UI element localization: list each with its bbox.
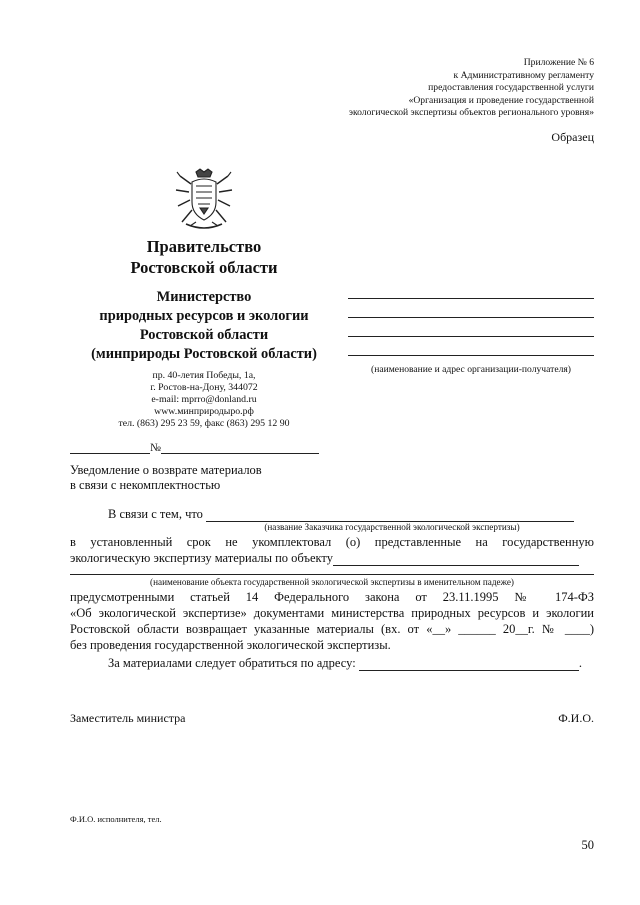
document-number-line [70, 441, 319, 454]
recipient-line [348, 298, 594, 299]
body-line-5: «Об экологической экспертизе» документами министерства природных ресурсов и экологии [70, 606, 594, 620]
signatory-position: Заместитель министра [70, 711, 186, 725]
number-sign: № [150, 442, 161, 454]
body-line-6: Ростовской области возвращает указанные материалы (вх. от «__» ______ 20__г. № ____) [70, 622, 594, 636]
customer-blank [206, 509, 574, 522]
recipient-caption: (наименование и адрес организации-получателя) [371, 364, 571, 375]
appendix-line: Приложение № 6 [523, 57, 594, 68]
appendix-line: к Административному регламенту [453, 69, 594, 81]
appendix-header [264, 57, 594, 120]
address-line: пр. 40-летия Победы, 1а, [152, 370, 256, 381]
date-blank [70, 441, 150, 454]
body-text: За материалами следует обратиться по адресу: [108, 656, 356, 670]
object-blank-line [70, 574, 594, 575]
body-line-7: без проведения государственной экологической экспертизы. [70, 638, 391, 652]
appendix-line: предоставления государственной услуги [428, 82, 594, 94]
body-line-2: в установленный срок не укомплектовал (о) представленные на государственную [70, 535, 594, 549]
recipient-line [348, 336, 594, 337]
appendix-line: «Организация и проведение государственной [408, 94, 594, 106]
ministry-title [60, 288, 348, 364]
body-line-8: За материалами следует обратиться по адресу: . [108, 656, 582, 670]
body-text: экологическую экспертизу материалы по объекту [70, 551, 333, 565]
notice-subject [70, 463, 390, 493]
government-title [60, 236, 348, 278]
address-line: г. Ростов-на-Дону, 344072 [150, 382, 258, 393]
rostov-coat-of-arms-icon [172, 168, 236, 232]
ministry-address [60, 370, 348, 430]
page-number: 50 [581, 838, 594, 852]
caption-object: (наименование объекта государственной экологической экспертизы в именительном падеже) [150, 577, 514, 587]
ministry-line: Ростовской области [139, 327, 269, 343]
sample-label: Образец [551, 130, 594, 144]
address-line: e-mail: mprro@donland.ru [151, 394, 257, 405]
body-line-1 [70, 507, 594, 522]
government-line: Ростовской области [130, 258, 278, 277]
recipient-line [348, 317, 594, 318]
body-line-3 [70, 551, 594, 566]
address-blank [359, 658, 579, 671]
body-text: В связи с тем, что [108, 507, 203, 521]
ministry-line: Министерство [156, 289, 252, 305]
appendix-line: экологической экспертизы объектов регионального уровня» [348, 107, 594, 119]
subject-line: Уведомление о возврате материалов [70, 463, 262, 477]
signatory-name: Ф.И.О. [558, 711, 594, 725]
recipient-line [348, 355, 594, 356]
body-line-4: предусмотренными статьей 14 Федерального закона от 23.11.1995 № 174-ФЗ [70, 590, 594, 604]
address-line: тел. (863) 295 23 59, факс (863) 295 12 90 [118, 418, 290, 429]
subject-line: в связи с некомплектностью [70, 478, 221, 492]
caption-customer: (название Заказчика государственной экологической экспертизы) [264, 522, 520, 532]
executor-note: Ф.И.О. исполнителя, тел. [70, 814, 162, 824]
ministry-line: природных ресурсов и экологии [99, 308, 309, 324]
ministry-line: (минприроды Ростовской области) [91, 346, 317, 362]
object-blank [333, 553, 579, 566]
address-line: www.минприродыро.рф [154, 406, 254, 417]
number-blank [161, 441, 319, 454]
government-line: Правительство [146, 237, 262, 256]
